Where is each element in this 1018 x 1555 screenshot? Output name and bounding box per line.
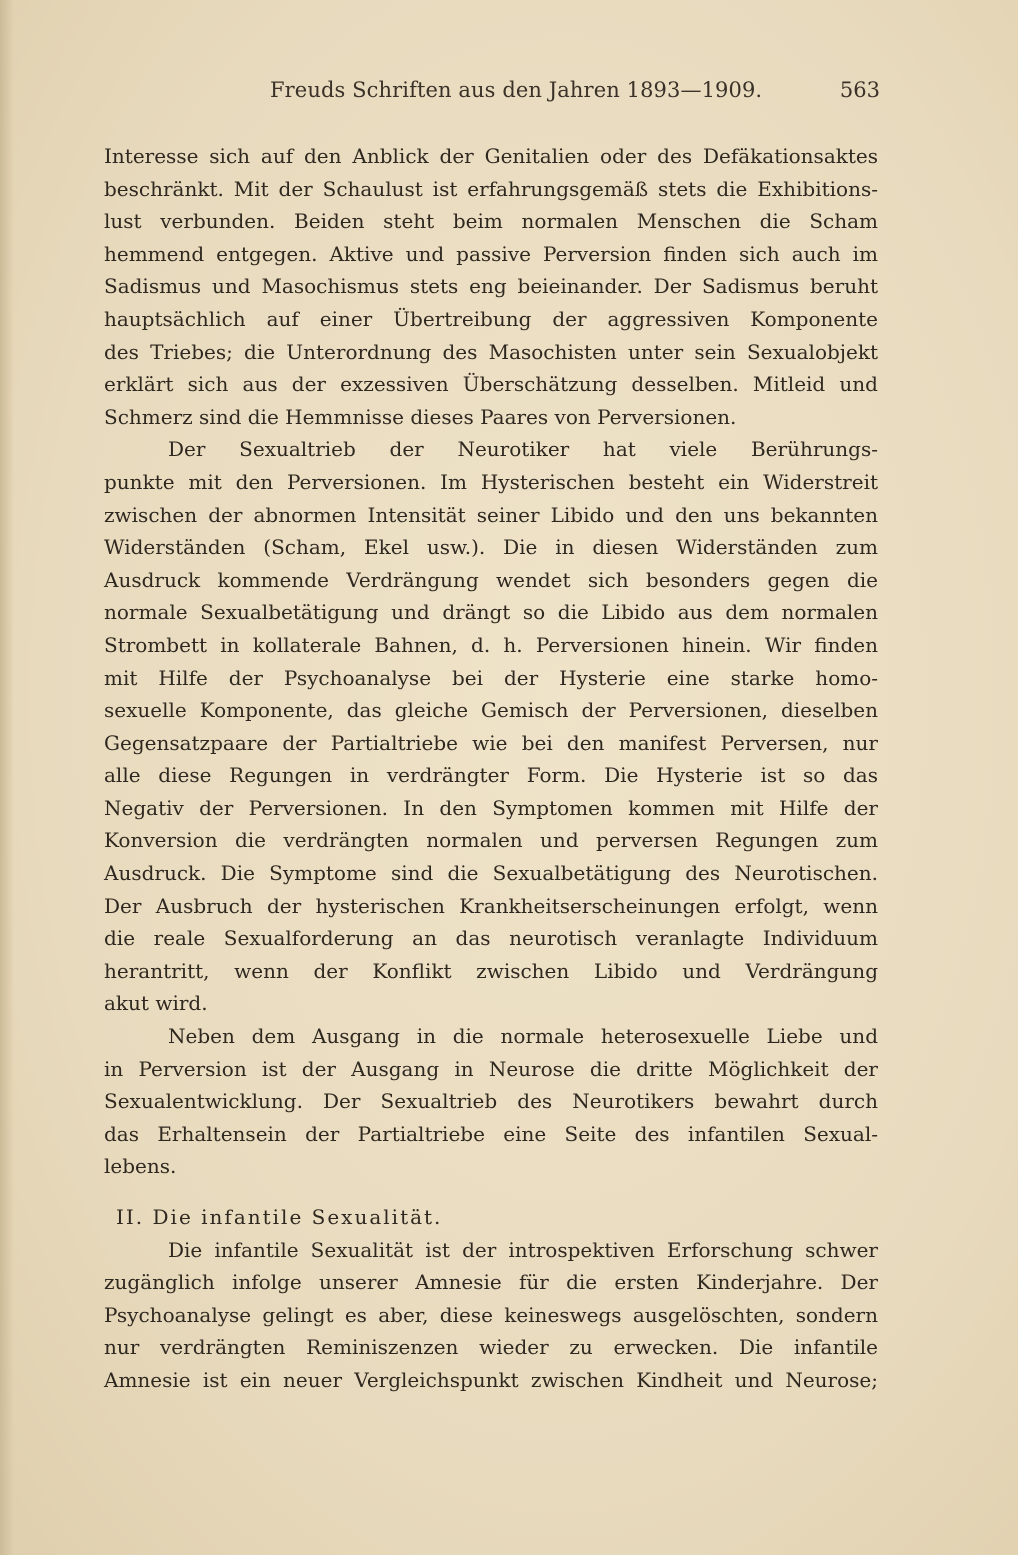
running-head-title: Freuds Schriften aus den Jahren 1893—1909. [270, 78, 763, 102]
text-line: Konversion die verdrängten normalen und perversen Regungen zum [104, 828, 878, 853]
text-line: zwischen der abnormen Intensität seiner Libido und den uns bekannten [104, 502, 878, 527]
text-line: Sexualentwicklung. Der Sexualtrieb des Neurotikers bewahrt durch [104, 1089, 878, 1114]
running-head [270, 78, 880, 108]
text-line: lebens. [104, 1154, 177, 1179]
text-line: Gegensatzpaare der Partialtriebe wie bei den manifest Perversen, nur [104, 730, 878, 755]
text-line: Ausdruck kommende Verdrängung wendet sich besonders gegen die [104, 567, 878, 592]
text-line: Der Ausbruch der hysterischen Krankheitserscheinungen erfolgt, wenn [104, 893, 878, 918]
text-line: des Triebes; die Unterordnung des Masochisten unter sein Sexualobjekt [104, 339, 878, 364]
text-line: zugänglich infolge unserer Amnesie für die ersten Kinderjahre. Der [104, 1270, 878, 1295]
text-line: normale Sexualbetätigung und drängt so die Libido aus dem normalen [104, 600, 878, 625]
text-line: Widerständen (Scham, Ekel usw.). Die in diesen Widerständen zum [104, 535, 878, 560]
text-line: das Erhaltensein der Partialtriebe eine Seite des infantilen Sexual- [104, 1121, 878, 1146]
body-text [104, 140, 878, 1397]
text-line: punkte mit den Perversionen. Im Hysterischen besteht ein Widerstreit [104, 469, 878, 494]
text-line: Interesse sich auf den Anblick der Genitalien oder des Defäkationsaktes [104, 144, 878, 168]
text-line: hauptsächlich auf einer Übertreibung der aggressiven Komponente [104, 306, 878, 331]
text-line: die reale Sexualforderung an das neurotisch veranlagte Individuum [104, 926, 878, 951]
text-line: lust verbunden. Beiden steht beim normalen Menschen die Scham [104, 209, 878, 234]
text-line: Die infantile Sexualität ist der introspektiven Erforschung schwer [168, 1237, 878, 1262]
text-line: Psychoanalyse gelingt es aber, diese keineswegs ausgelöschten, sondern [104, 1302, 878, 1327]
text-line: Ausdruck. Die Symptome sind die Sexualbetätigung des Neurotischen. [104, 861, 878, 886]
text-line: erklärt sich aus der exzessiven Überschätzung desselben. Mitleid und [104, 372, 878, 397]
section-heading: II. Die infantile Sexualität. [116, 1205, 443, 1229]
text-line: sexuelle Komponente, das gleiche Gemisch der Perversionen, dieselben [104, 698, 878, 723]
text-line: nur verdrängten Reminiszenzen wieder zu erwecken. Die infantile [104, 1335, 878, 1360]
text-line: beschränkt. Mit der Schaulust ist erfahrungsgemäß stets die Exhibitions- [104, 176, 878, 201]
text-line: akut wird. [104, 991, 208, 1016]
text-line: herantritt, wenn der Konflikt zwischen Libido und Verdrängung [104, 958, 878, 983]
page-edge-shadow [0, 0, 14, 1555]
text-line: Sadismus und Masochismus stets eng beieinander. Der Sadismus beruht [104, 274, 878, 299]
page-number: 563 [839, 78, 880, 102]
section-gap [104, 1183, 878, 1201]
text-line: alle diese Regungen in verdrängter Form. Die Hysterie ist so das [104, 763, 878, 788]
text-line: hemmend entgegen. Aktive und passive Perversion finden sich auch im [104, 241, 878, 266]
text-line: Schmerz sind die Hemmnisse dieses Paares von Perversionen. [104, 404, 737, 429]
text-line: Strombett in kollaterale Bahnen, d. h. Perversionen hinein. Wir finden [104, 632, 878, 657]
text-line: in Perversion ist der Ausgang in Neurose die dritte Möglichkeit der [104, 1056, 878, 1081]
text-line: Neben dem Ausgang in die normale heterosexuelle Liebe und [168, 1024, 878, 1049]
text-line: Amnesie ist ein neuer Vergleichspunkt zwischen Kindheit und Neurose; [104, 1367, 878, 1392]
text-line: mit Hilfe der Psychoanalyse bei der Hysterie eine starke homo- [104, 665, 878, 690]
text-line: Der Sexualtrieb der Neurotiker hat viele Berührungs- [168, 437, 878, 462]
text-line: Negativ der Perversionen. In den Symptomen kommen mit Hilfe der [104, 795, 878, 820]
